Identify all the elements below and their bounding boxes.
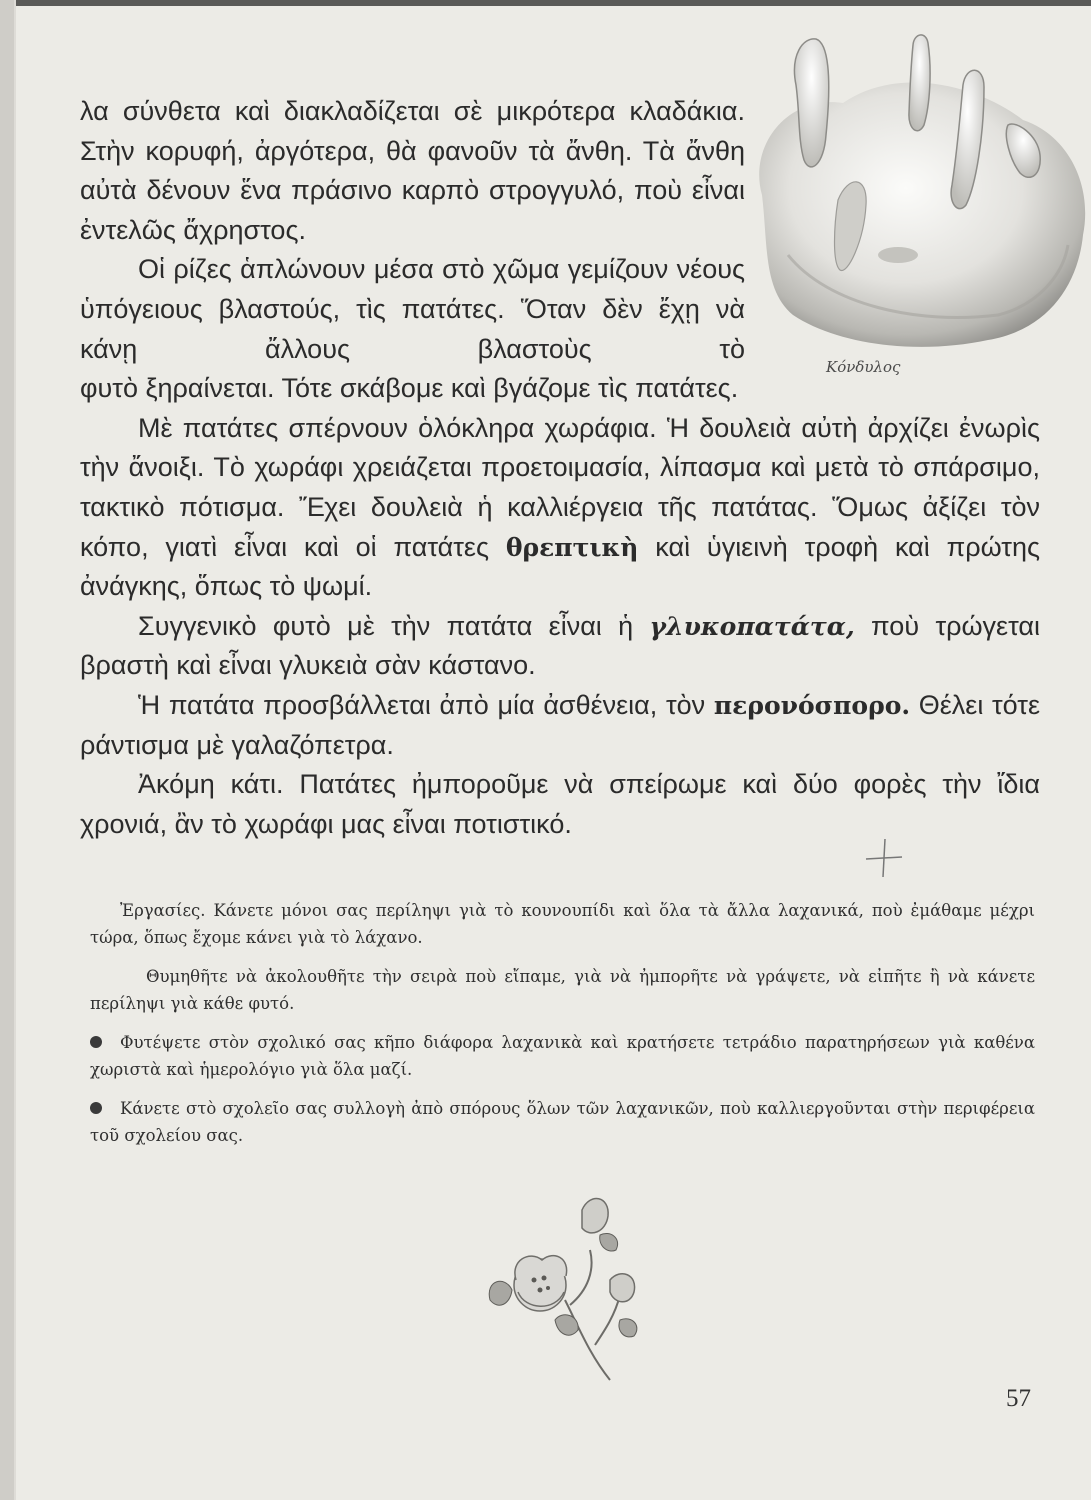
scan-top-edge [0, 0, 1091, 6]
paragraph-3 [80, 409, 1040, 607]
paragraph-4-text: Συγγενικὸ φυτὸ μὲ τὴν πατάτα εἶναι ἡ [138, 610, 650, 641]
exercise-1: Ἐργασίες. Κάνετε μόνοι σας περίληψι γιὰ τὸ κουνουπίδι καὶ ὅλα τὰ ἄλλα λαχανικά, ποὺ ἐμάθαμε μέχρι τώρα, ὅπως ἔχομε κάνει γιὰ τὸ λάχανο. [90, 901, 1035, 947]
paragraph-5 [80, 686, 1040, 765]
figure-caption: Κόνδυλος [826, 358, 901, 376]
paragraph-6: Ἀκόμη κάτι. Πατάτες ἠμποροῦμε νὰ σπείρωμε καὶ δύο φορὲς τὴν ἴδια χρονιά, ἂν τὸ χωράφι μας εἶναι ποτιστικό. [80, 769, 1040, 839]
exercise-3 [90, 1029, 1035, 1083]
bullet-icon [90, 1036, 102, 1048]
pencil-cross-mark [862, 835, 906, 879]
exercise-3-text: Φυτέψετε στὸν σχολικό σας κῆπο διάφορα λαχανικὰ καὶ κρατήσετε τετράδιο παρατηρήσεων γιὰ καθένα χωριστὰ καὶ ἡμερολόγιο γιὰ ὅλα μαζί. [90, 1033, 1035, 1079]
scan-left-edge-inner [14, 0, 16, 1500]
paragraph-3-text-end: καὶ ὑγιεινὴ τροφὴ καὶ πρώτης ἀνάγκης, ὅπως τὸ ψωμί. [80, 531, 1040, 602]
exercises-section [90, 897, 1035, 1161]
scan-left-edge [0, 0, 14, 1500]
exercise-2: Θυμηθῆτε νὰ ἀκολουθῆτε τὴν σειρὰ ποὺ εἴπαμε, γιὰ νὰ ἠμπορῆτε νὰ γράψετε, νὰ εἰπῆτε ἢ νὰ κάνετε περίληψι γιὰ κάθε φυτό. [90, 967, 1035, 1013]
paragraph-1: λα σύνθετα καὶ διακλαδίζεται σὲ μικρότερα κλαδάκια. Στὴν κορυφή, ἀργότερα, θὰ φανοῦν τὰ ἄνθη. Τὰ ἄνθη αὐτὰ δένουν ἕνα πράσινο καρπὸ στρογγυλό, ποὺ εἶναι ἐντελῶς ἄχρηστος. [80, 96, 745, 245]
paragraph-4-text-end: ποὺ τρώγεται βραστὴ καὶ εἶναι γλυκειὰ σὰν κάστανο. [80, 610, 1040, 681]
paragraph-3-text: Μὲ πατάτες σπέρνουν ὁλόκληρα χωράφια. Ἡ δουλειὰ αὐτὴ ἀρχίζει ἐνωρὶς τὴν ἄνοιξι. Τὸ χωράφι χρειάζεται προετοιμασία, λίπασμα καὶ μετὰ τὸ σπάρσιμο, τακτικὸ πότισμα. Ἔχει δουλειὰ ἡ καλλιέργεια τῆς πατάτας. Ὅμως ἀξίζει τὸν κόπο, γιατὶ εἶναι καὶ οἱ πατάτες [80, 412, 1040, 562]
exercise-4 [90, 1095, 1035, 1149]
term-threptiki: θρεπτικὴ [505, 532, 639, 562]
paragraph-2-wrapped: Οἱ ρίζες ἁπλώνουν μέσα στὸ χῶμα γεμίζουν νέους ὑπόγειους βλαστούς, τὶς πατάτες. Ὅταν δὲν ἔχῃ νὰ κάνῃ ἄλλους βλαστοὺς τὸ [80, 254, 745, 364]
page-number: 57 [1006, 1385, 1031, 1412]
paragraph-4 [80, 607, 1040, 686]
body-text [80, 92, 1040, 844]
paragraph-5-text-end: Θέλει τότε ράντισμα μὲ γαλαζόπετρα. [80, 689, 1041, 760]
flower-sprig-icon [470, 1180, 660, 1390]
exercise-4-text: Κάνετε στὸ σχολεῖο σας συλλογὴ ἀπὸ σπόρους ὅλων τῶν λαχανικῶν, ποὺ καλλιεργοῦνται στὴν περιφέρεια τοῦ σχολείου σας. [90, 1099, 1035, 1145]
paragraph-2-end: φυτὸ ξηραίνεται. Τότε σκάβομε καὶ βγάζομε τὶς πατάτες. [80, 373, 739, 404]
term-glykopatata: γλυκοπατάτα, [649, 611, 855, 641]
bullet-icon [90, 1102, 102, 1114]
paragraph-5-text: Ἡ πατάτα προσβάλλεται ἀπὸ μία ἀσθένεια, τὸν [138, 689, 714, 720]
term-peronosporos: περονόσπορο. [713, 690, 911, 720]
